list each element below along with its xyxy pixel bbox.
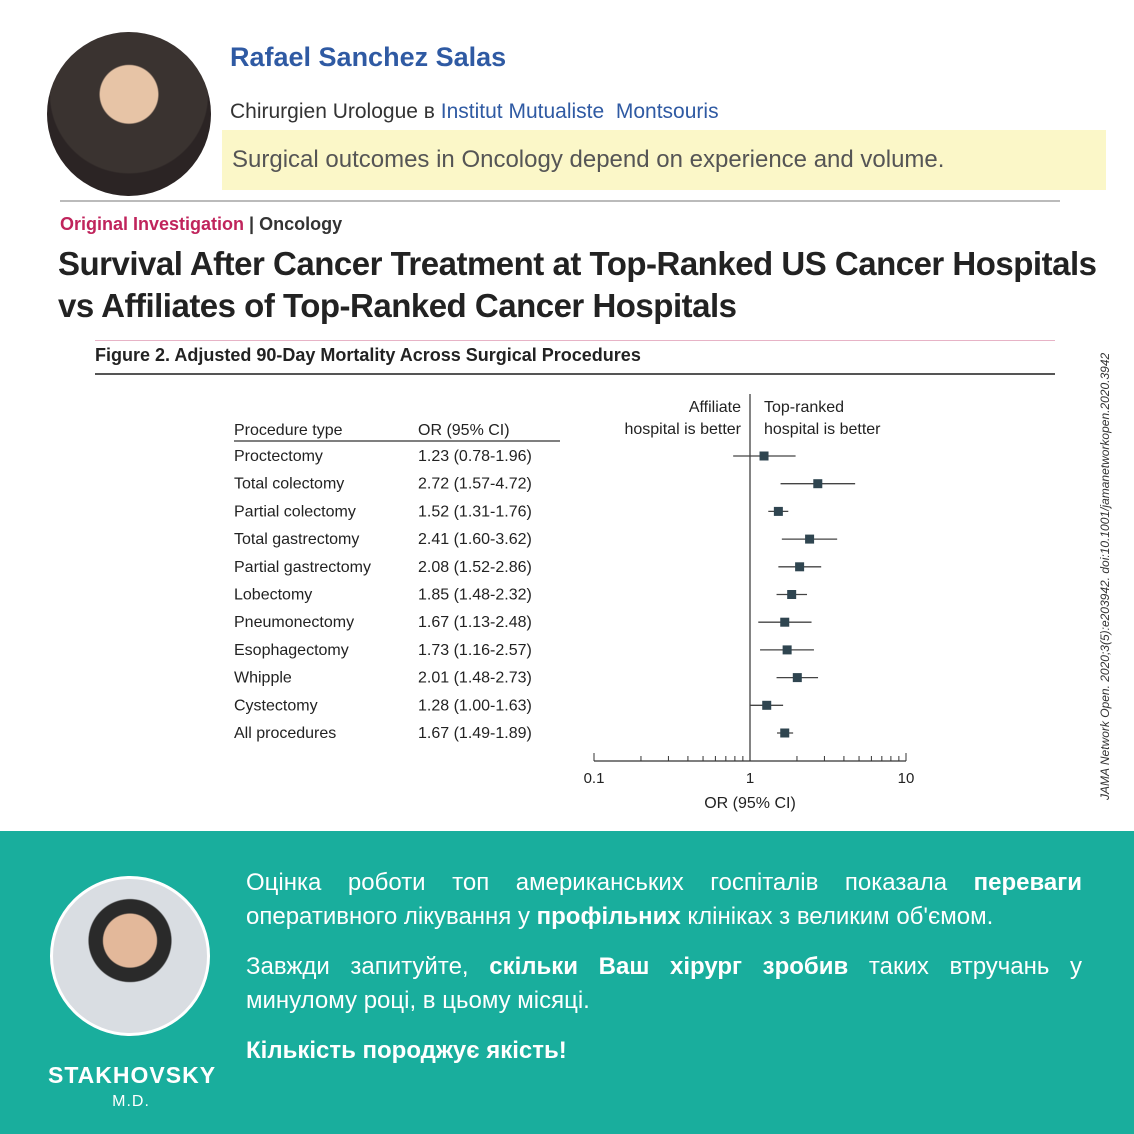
p1-text-a: Оцінка роботи топ американських госпіталів показала — [246, 869, 948, 896]
point-marker — [780, 618, 789, 627]
author-role-prefix: Chirurgien Urologue в — [230, 100, 435, 123]
article-headline — [58, 243, 1096, 327]
point-marker — [780, 729, 789, 738]
procedure-label: Cystectomy — [234, 697, 318, 715]
or-value-label: 2.01 (1.48-2.73) — [418, 669, 532, 687]
point-marker — [805, 535, 814, 544]
point-marker — [813, 479, 822, 488]
kicker-topic: Oncology — [259, 214, 343, 234]
doctor-avatar — [50, 876, 210, 1036]
procedure-label: Esophagectomy — [234, 641, 349, 659]
x-tick-label: 10 — [897, 770, 915, 787]
x-tick-label: 0.1 — [583, 770, 605, 787]
or-value-label: 1.73 (1.16-2.57) — [418, 641, 532, 659]
or-value-label: 1.67 (1.49-1.89) — [418, 725, 532, 742]
quote-highlight: Surgical outcomes in Oncology depend on experience and volume. — [222, 130, 1106, 190]
point-marker — [783, 645, 792, 654]
headline-line-2: vs Affiliates of Top-Ranked Cancer Hospitals — [58, 287, 737, 324]
point-marker — [793, 673, 802, 682]
paragraph-3 — [246, 1034, 1082, 1068]
procedure-label: Total gastrectomy — [234, 531, 360, 549]
brand-name: STAKHOVSKY — [48, 1062, 217, 1088]
brand-subtitle: M.D. — [112, 1093, 150, 1110]
p2-text-c: таких втручань у минулому році, в цьому місяці. — [246, 953, 1083, 1014]
or-value-label: 1.67 (1.13-2.48) — [418, 614, 532, 632]
column-header-or: OR (95% CI) — [418, 422, 510, 439]
point-marker — [774, 507, 783, 516]
or-value-label: 2.08 (1.52-2.86) — [418, 558, 532, 576]
point-marker — [787, 590, 796, 599]
author-avatar — [47, 32, 211, 196]
kicker-type: Original Investigation — [60, 214, 245, 234]
favor-label-right-2: hospital is better — [764, 421, 881, 438]
kicker-separator: | — [249, 214, 255, 234]
procedure-label: Total colectomy — [234, 475, 345, 493]
or-value-label: 1.28 (1.00-1.63) — [418, 697, 532, 715]
forest-plot — [0, 380, 1100, 830]
procedure-label: All procedures — [234, 725, 337, 742]
or-value-label: 2.41 (1.60-3.62) — [418, 531, 532, 549]
favor-label-right-1: Top-ranked — [764, 399, 845, 416]
x-tick-label: 1 — [745, 770, 755, 787]
p3-bold: Кількість породжує якість! — [246, 1037, 567, 1064]
institution-link-2[interactable]: Montsouris — [615, 100, 719, 123]
article-citation: JAMA Network Open. 2020;3(5):e203942. doi:10.1001/jamanetworkopen.2020.3942 — [1098, 352, 1112, 800]
p1-bold-b: переваги — [973, 869, 1083, 896]
figure-rule-top — [95, 340, 1055, 341]
paragraph-1 — [246, 866, 1082, 934]
author-role — [230, 100, 719, 124]
panel-text — [246, 866, 1082, 1084]
institution-link[interactable]: Institut Mutualiste — [440, 100, 605, 123]
p1-text-e: клініках з великим об'ємом. — [687, 903, 994, 930]
paragraph-2 — [246, 950, 1082, 1018]
favor-label-left-1: Affiliate — [688, 399, 741, 416]
procedure-label: Partial colectomy — [234, 503, 356, 521]
p2-text-a: Завжди запитуйте, — [246, 953, 469, 980]
procedure-label: Proctectomy — [234, 448, 323, 465]
or-value-label: 1.23 (0.78-1.96) — [418, 448, 532, 465]
column-header-procedure: Procedure type — [234, 422, 343, 439]
procedure-label: Lobectomy — [234, 586, 313, 604]
p1-bold-d: профільних — [536, 903, 681, 930]
figure-title: Figure 2. Adjusted 90-Day Mortality Across Surgical Procedures — [95, 345, 641, 365]
article-kicker — [60, 214, 342, 235]
figure-rule — [95, 373, 1055, 375]
x-axis-label: OR (95% CI) — [704, 795, 796, 812]
headline-line-1: Survival After Cancer Treatment at Top-Ranked US Cancer Hospitals — [58, 245, 1097, 282]
p1-text-c: оперативного лікування у — [246, 903, 530, 930]
or-value-label: 2.72 (1.57-4.72) — [418, 475, 532, 493]
p2-bold-b: скільки Ваш хірург зробив — [489, 953, 849, 980]
point-marker — [762, 701, 771, 710]
author-name[interactable]: Rafael Sanchez Salas — [230, 42, 507, 72]
or-value-label: 1.52 (1.31-1.76) — [418, 503, 532, 521]
or-value-label: 1.85 (1.48-2.32) — [418, 586, 532, 604]
procedure-label: Partial gastrectomy — [234, 558, 371, 576]
point-marker — [795, 562, 804, 571]
divider — [60, 200, 1060, 202]
procedure-label: Whipple — [234, 669, 292, 687]
procedure-label: Pneumonectomy — [234, 614, 355, 632]
favor-label-left-2: hospital is better — [624, 421, 741, 438]
point-marker — [760, 452, 769, 461]
